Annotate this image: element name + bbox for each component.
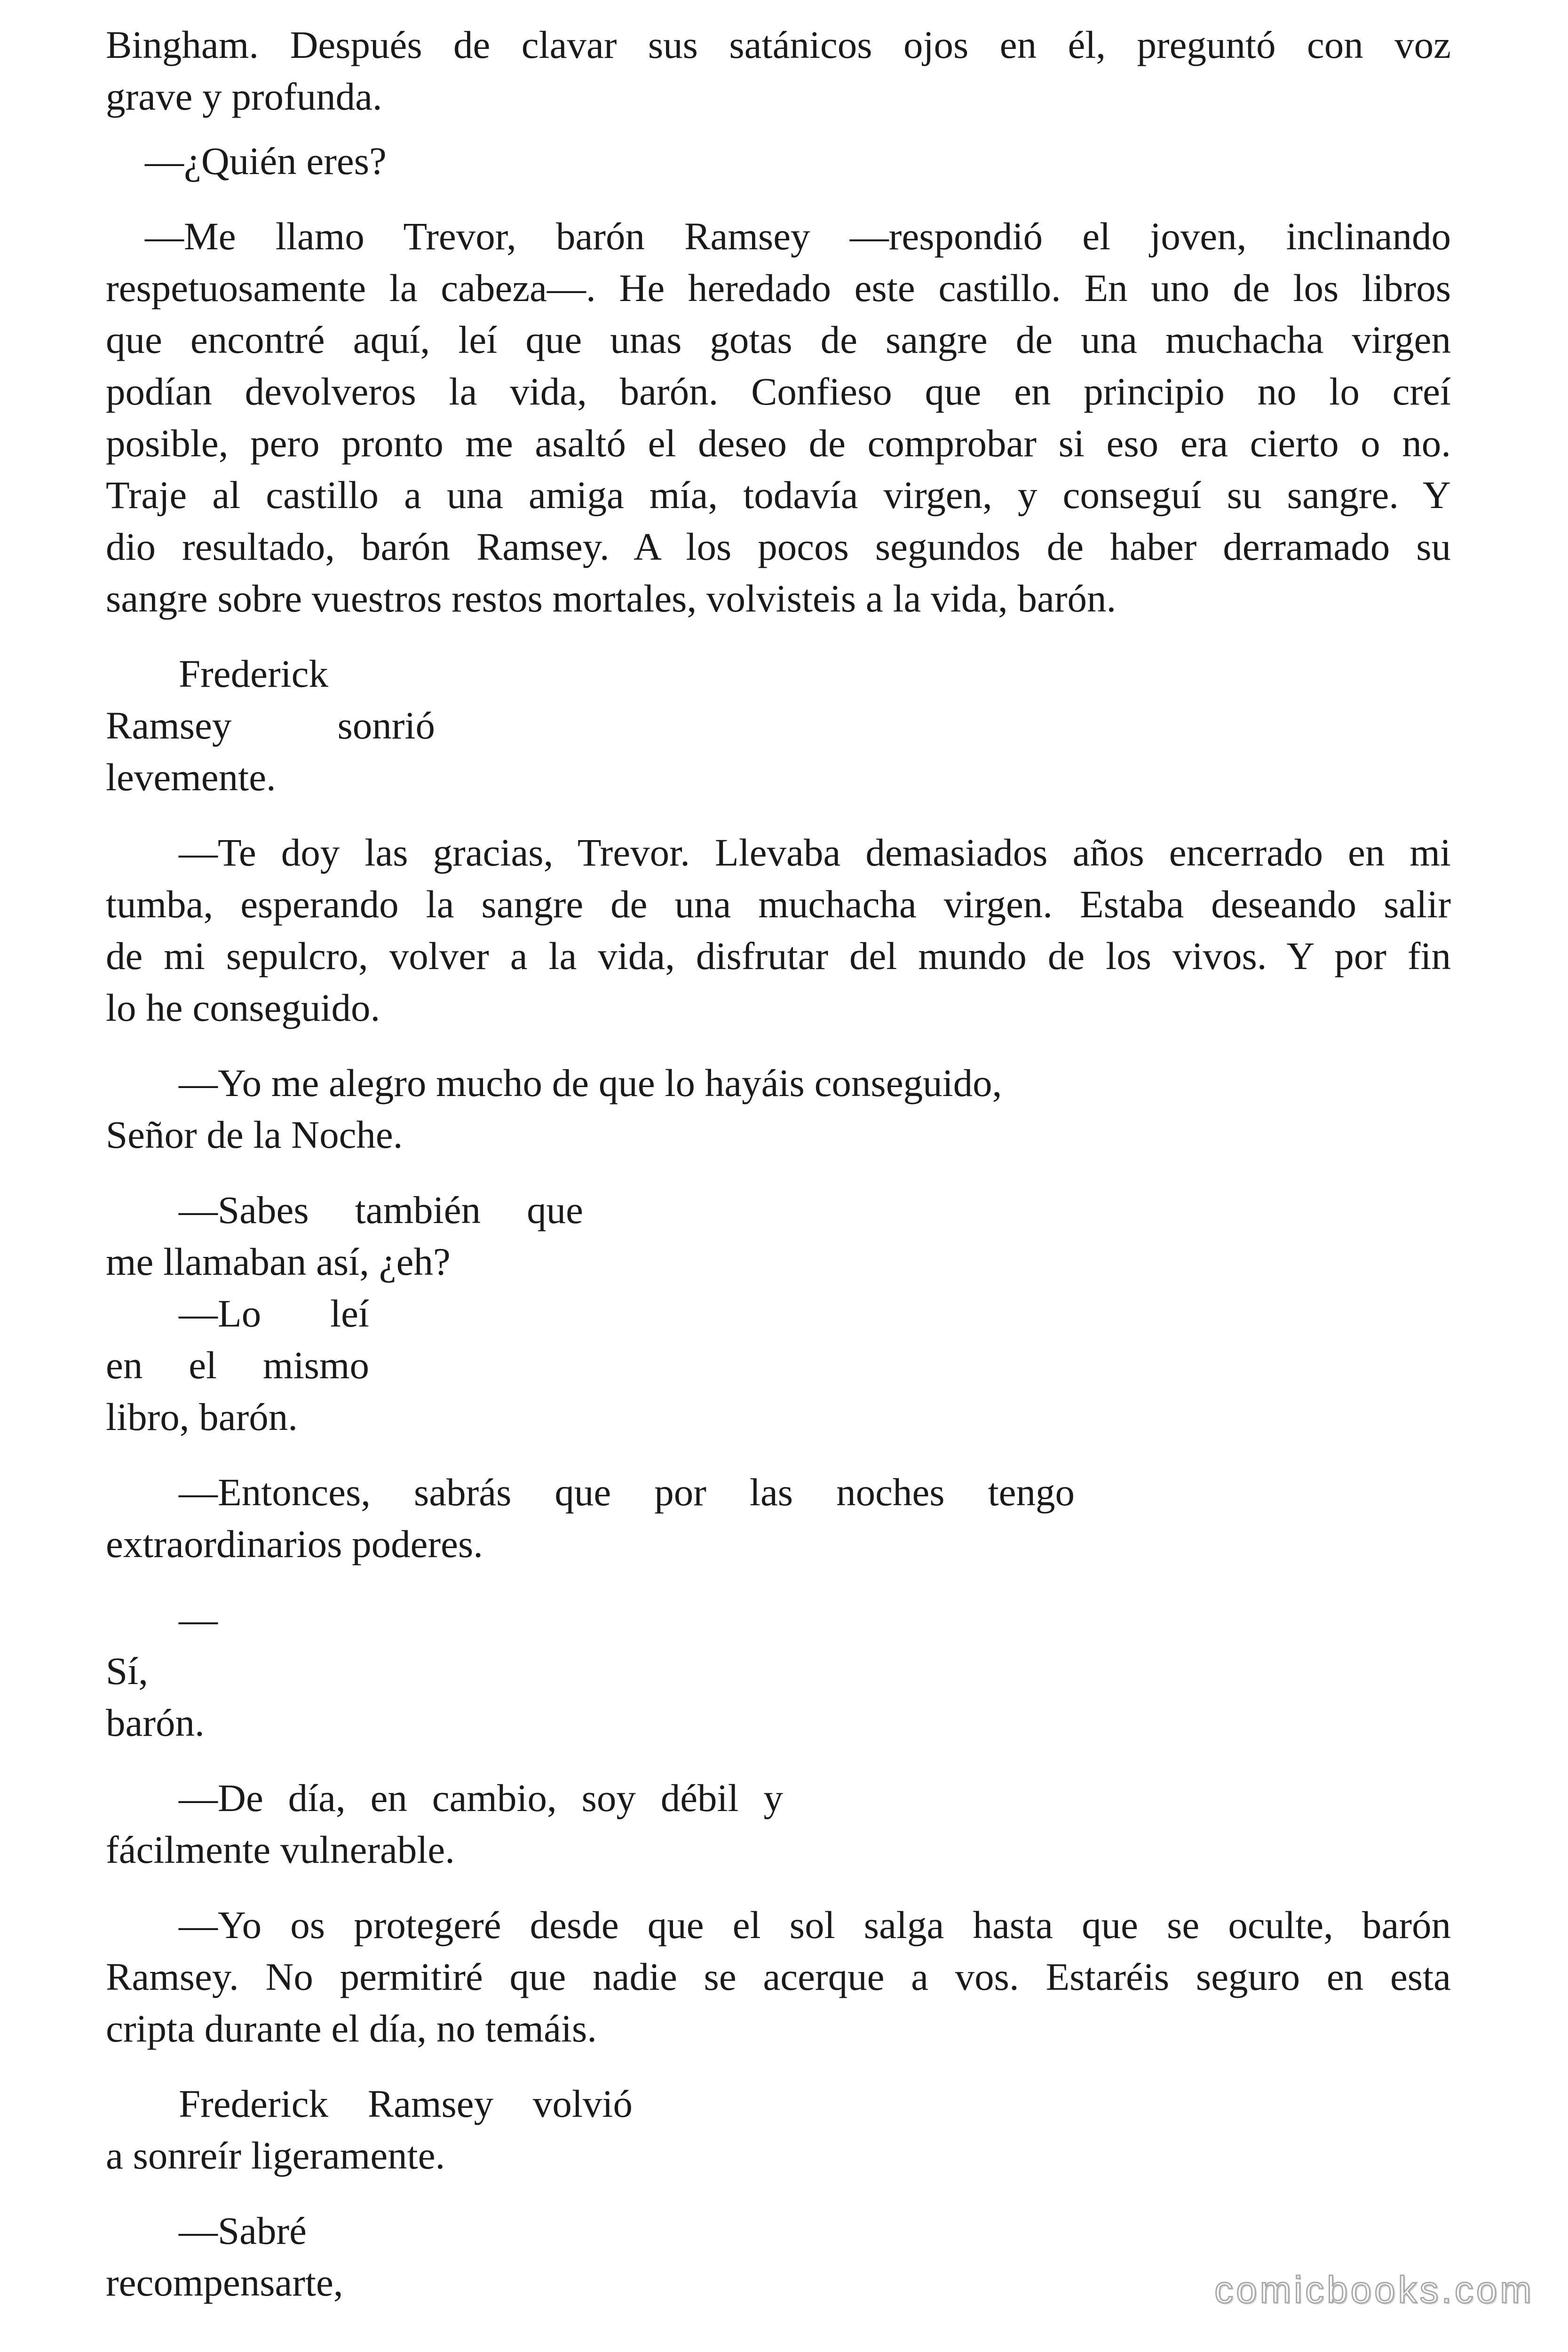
text-line: —Te doy las gracias, Trevor. Llevaba demasiados años encerrado en mi xyxy=(179,831,1451,874)
text-line: grave y profunda. xyxy=(106,75,382,118)
text-line: que encontré aquí, leí que unas gotas de sangre de una muchacha virgen xyxy=(106,318,1451,361)
watermark-logo: comicbooks.com xyxy=(1214,2269,1534,2311)
text-line: barón. xyxy=(106,1701,205,1744)
text-line: en el mismo xyxy=(106,1343,369,1387)
text-line: —Sabré xyxy=(179,2209,307,2252)
text-line: Frederick Ramsey volvió xyxy=(179,2082,633,2125)
text-line: libro, barón. xyxy=(106,1395,298,1438)
text-line: levemente. xyxy=(106,755,276,799)
text-line: —De día, en cambio, soy débil y xyxy=(179,1776,783,1820)
text-line: tumba, esperando la sangre de una muchacha virgen. Estaba deseando salir xyxy=(106,882,1451,926)
text-line: posible, pero pronto me asaltó el deseo de comprobar si eso era cierto o no. xyxy=(106,421,1451,465)
text-line: —Entonces, sabrás que por las noches tengo xyxy=(179,1470,1075,1514)
text-line: sangre sobre vuestros restos mortales, volvisteis a la vida, barón. xyxy=(106,577,1117,620)
text-line: —Yo me alegro mucho de que lo hayáis conseguido, xyxy=(179,1061,1002,1104)
text-line: Bingham. Después de clavar sus satánicos ojos en él, preguntó con voz xyxy=(106,23,1451,66)
text-line: cripta durante el día, no temáis. xyxy=(106,2007,597,2050)
text-line: — xyxy=(179,1597,218,1641)
text-line: —¿Quién eres? xyxy=(145,139,387,183)
text-line: —Sabes también que xyxy=(179,1188,583,1232)
text-line: recompensarte, xyxy=(106,2261,343,2304)
text-line: —Lo leí xyxy=(179,1292,369,1335)
text-line: —Yo os protegeré desde que el sol salga hasta que se oculte, barón xyxy=(179,1903,1451,1947)
text-line: podían devolveros la vida, barón. Confieso que en principio no lo creí xyxy=(106,370,1451,413)
text-line: Sí, xyxy=(106,1649,148,1692)
text-line: de mi sepulcro, volver a la vida, disfrutar del mundo de los vivos. Y por fin xyxy=(106,934,1451,977)
text-line: —Me llamo Trevor, barón Ramsey —respondió el joven, inclinando xyxy=(145,215,1451,258)
text-line: respetuosamente la cabeza—. He heredado este castillo. En uno de los libros xyxy=(106,266,1451,310)
text-line: extraordinarios poderes. xyxy=(106,1522,483,1565)
text-line: Señor de la Noche. xyxy=(106,1113,403,1156)
text-line: Ramsey sonrió xyxy=(106,704,435,747)
text-line: lo he conseguido. xyxy=(106,986,380,1029)
text-line: Traje al castillo a una amiga mía, todavía virgen, y conseguí su sangre. Y xyxy=(106,473,1451,516)
text-line: me llamaban así, ¿eh? xyxy=(106,1240,451,1283)
text-line: Ramsey. No permitiré que nadie se acerque a vos. Estaréis seguro en esta xyxy=(106,1955,1451,1998)
text-line: a sonreír ligeramente. xyxy=(106,2134,445,2177)
text-line: fácilmente vulnerable. xyxy=(106,1828,455,1871)
text-line: Frederick xyxy=(179,652,329,695)
text-line: dio resultado, barón Ramsey. A los pocos segundos de haber derramado su xyxy=(106,525,1451,568)
